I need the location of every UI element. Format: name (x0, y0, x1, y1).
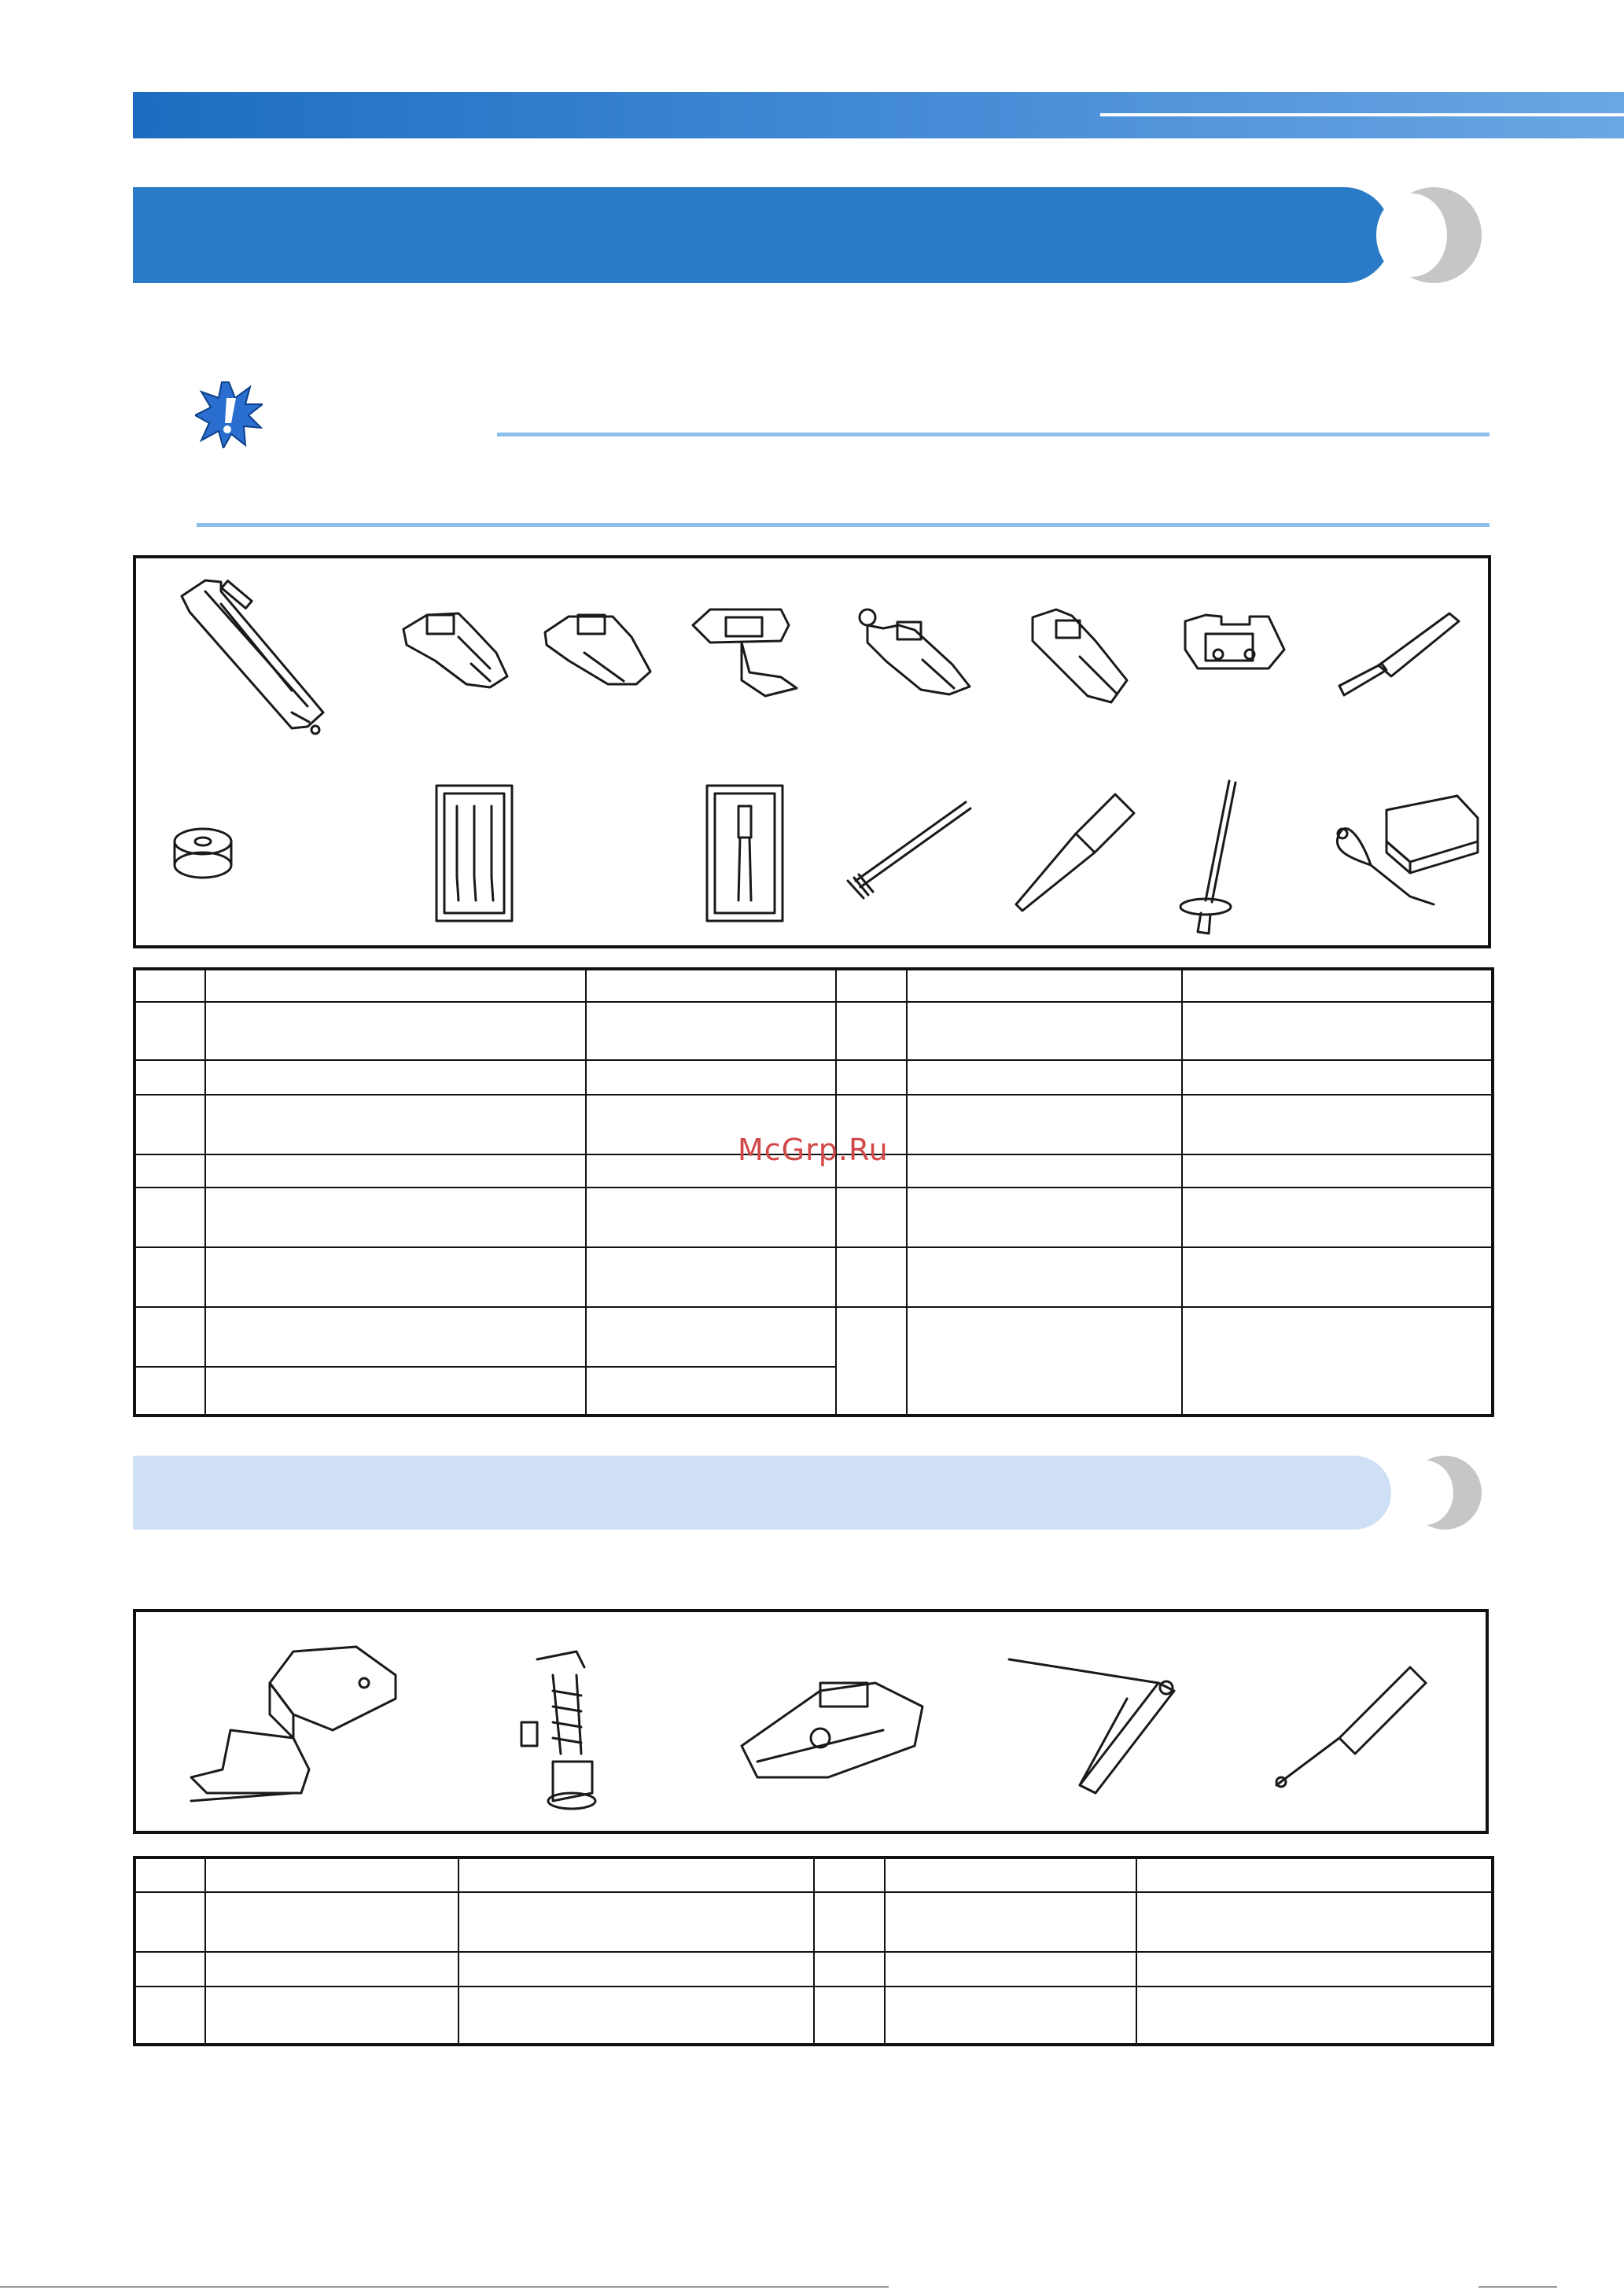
zigzag-foot-icon (852, 602, 978, 704)
button-fitting-foot-icon (1174, 606, 1292, 708)
footer-rule-left (0, 2286, 889, 2288)
accessories-section-bar (133, 187, 1391, 283)
overcasting-foot-icon (396, 606, 514, 700)
stiletto-icon (1261, 1651, 1442, 1801)
cleaning-brush-icon (840, 794, 981, 904)
accessories-table (133, 967, 1494, 1417)
table-row (134, 1952, 1493, 1987)
zipper-foot-icon (687, 602, 805, 704)
optional-accessories-table (133, 1856, 1494, 2046)
note-rule-bottom (197, 523, 1490, 527)
screwdriver-icon (1005, 786, 1139, 920)
table-row (134, 1188, 1493, 1247)
table-row (134, 1060, 1493, 1095)
footer-rule-right (1479, 2286, 1557, 2288)
note-starburst-icon (195, 381, 263, 448)
page-header-bar (133, 92, 1624, 138)
seam-ripper-icon (1331, 598, 1465, 708)
monogramming-foot-icon (537, 606, 655, 700)
optional-accessories-section-cap (1408, 1456, 1482, 1530)
foot-controller-icon (1324, 786, 1481, 920)
header-rule (1100, 113, 1624, 116)
walking-foot-icon (175, 1636, 403, 1817)
quilting-foot-icon (506, 1644, 632, 1817)
table-row (134, 1307, 1493, 1367)
needle-set-icon (433, 782, 515, 924)
twin-needle-icon (704, 782, 786, 924)
blind-stitch-foot-icon (1017, 602, 1135, 712)
table-row (134, 1002, 1493, 1060)
quilting-guide-icon (1001, 1644, 1190, 1809)
watermark-text: McGrp.Ru (738, 1132, 889, 1167)
spool-pin-icon (1174, 775, 1261, 940)
buttonhole-foot-icon (174, 573, 339, 738)
table-row (134, 969, 1493, 1002)
optional-accessories-illustration-frame (133, 1609, 1489, 1834)
accessories-illustration-frame (133, 555, 1491, 948)
bobbin-icon (168, 818, 238, 889)
note-rule-top (497, 433, 1490, 436)
quarter-inch-foot-icon (726, 1659, 930, 1793)
table-row (134, 1858, 1493, 1892)
table-row (134, 1247, 1493, 1307)
accessories-section-cap (1386, 187, 1482, 283)
table-row (134, 1892, 1493, 1952)
table-row (134, 1987, 1493, 2045)
optional-accessories-section-bar (133, 1456, 1391, 1530)
